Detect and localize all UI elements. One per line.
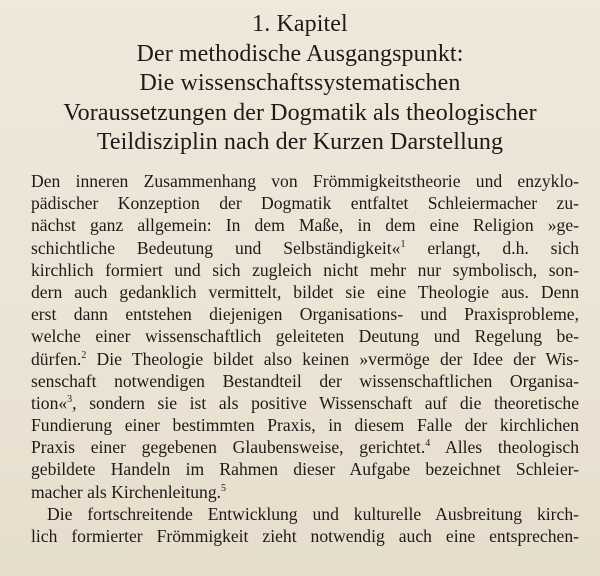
text-line: welche einer wissenschaftlich geleiteten Deutung und Regelung be-: [31, 326, 579, 347]
footnote-ref-3[interactable]: 3: [67, 393, 73, 405]
footnote-ref-2[interactable]: 2: [81, 349, 87, 361]
text-line: Fundierung einer bestimmten Praxis, in diesem Falle der kirchlichen: [31, 415, 579, 436]
text-segment: tion«: [31, 392, 68, 413]
text-line: erst dann entstehen diejenigen Organisations- und Praxisprobleme,: [31, 304, 579, 325]
text-line: pädischer Konzeption der Dogmatik entfaltet Schleiermacher zu-: [31, 193, 579, 214]
text-segment: , sondern sie ist als positive Wissenschaft auf die theoretische: [72, 392, 579, 413]
footnote-ref-5[interactable]: 5: [221, 482, 227, 494]
text-line: [31, 237, 579, 259]
footnote-ref-4[interactable]: 4: [425, 438, 431, 450]
text-segment: Die Theologie bildet also keinen »vermöge der Idee der Wis-: [86, 348, 579, 369]
text-line: kirchlich formiert und sich zugleich nicht mehr nur symbolisch, son-: [31, 259, 579, 280]
text-segment: schichtliche Bedeutung und Selbständigkeit«: [31, 237, 401, 258]
chapter-title-line: Der methodische Ausgangspunkt:: [136, 40, 464, 67]
text-line: [31, 481, 579, 503]
paragraph-2: [31, 503, 579, 547]
footnote-ref-1[interactable]: 1: [400, 238, 406, 250]
text-line: [31, 436, 579, 458]
paragraph-1: [31, 170, 579, 503]
chapter-title-line: Teildisziplin nach der Kurzen Darstellung: [96, 129, 504, 155]
text-line: nächst ganz allgemein: In dem Maße, in dem eine Religion »ge-: [31, 215, 579, 236]
body-text: [31, 170, 579, 547]
text-line: Die fortschreitende Entwicklung und kulturelle Ausbreitung kirch-: [47, 503, 579, 524]
text-line: [31, 348, 579, 370]
text-line: dern auch gedanklich vermittelt, bildet sie eine Theologie aus. Denn: [31, 281, 579, 302]
text-segment: Praxis einer gegebenen Glaubensweise, gerichtet.: [31, 437, 426, 458]
text-segment: dürfen.: [31, 348, 82, 369]
text-line: senschaft notwendigen Bestandteil der wissenschaftlichen Organisa-: [31, 370, 579, 391]
text-segment: erlangt, d.h. sich: [405, 237, 579, 258]
text-segment: Alles theologisch: [430, 437, 579, 458]
text-line: gebildete Handeln im Rahmen dieser Aufgabe bezeichnet Schleier-: [31, 459, 579, 480]
text-line: [31, 392, 579, 414]
chapter-title-line: Die wissenschaftssystematischen: [139, 70, 461, 96]
text-segment: macher als Kirchenleitung.: [31, 481, 222, 502]
chapter-title-line: Voraussetzungen der Dogmatik als theologischer: [63, 99, 537, 126]
chapter-heading: [0, 10, 600, 158]
text-line: lich formierter Frömmigkeit zieht notwendig auch eine entsprechen-: [31, 526, 579, 546]
chapter-number: 1. Kapitel: [252, 11, 348, 37]
text-line: Den inneren Zusammenhang von Frömmigkeitstheorie und enzyklo-: [31, 171, 579, 191]
